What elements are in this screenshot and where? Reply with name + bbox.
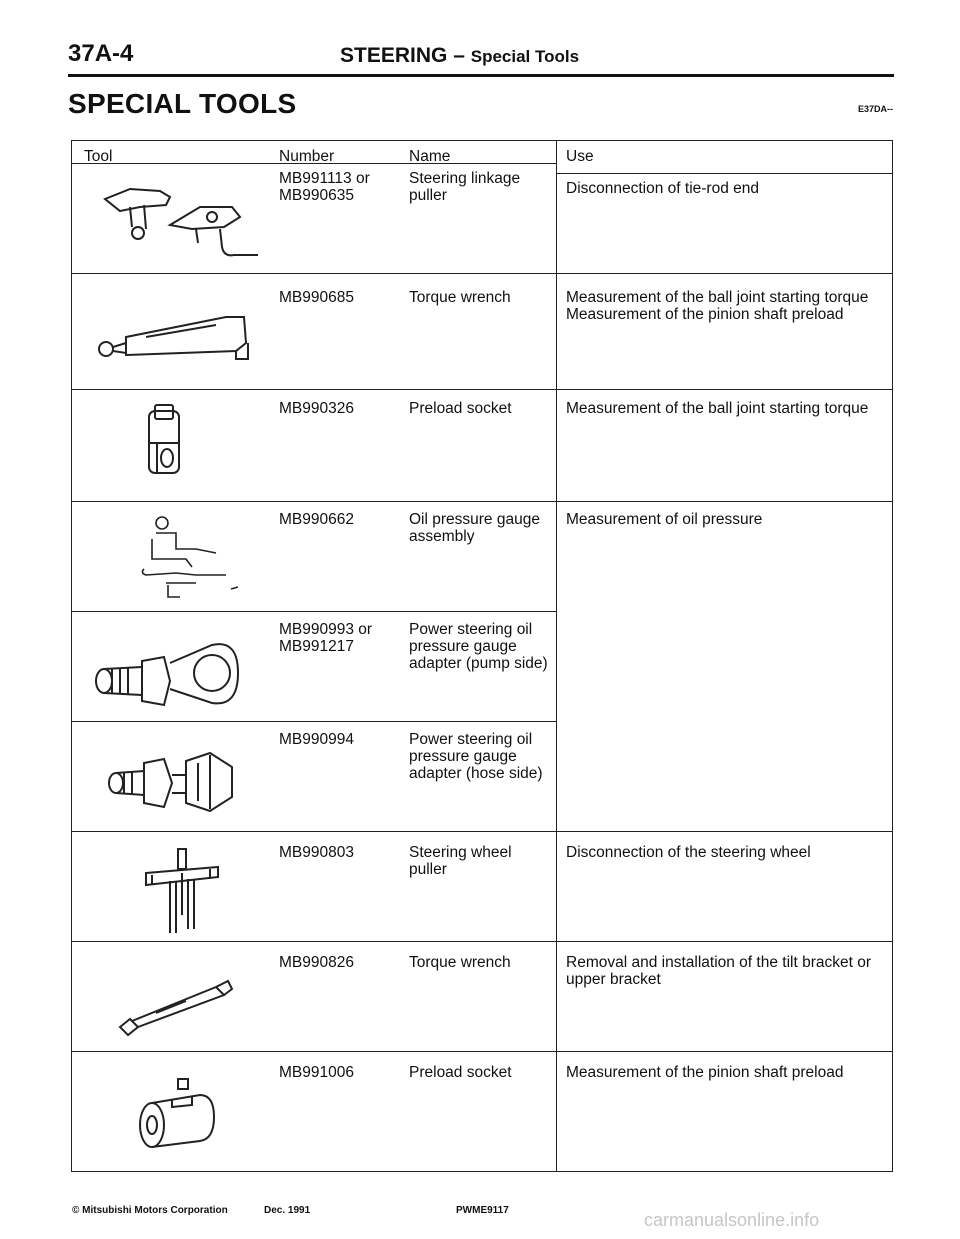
tool-use: Measurement of the ball joint starting torque Measurement of the pinion shaft preload: [566, 289, 869, 323]
tool-use: Measurement of the pinion shaft preload: [566, 1064, 844, 1081]
page-number: 37A-4: [68, 40, 134, 67]
footer-date: Dec. 1991: [264, 1205, 311, 1216]
row-separator: [72, 501, 556, 502]
row-separator: [72, 831, 556, 832]
pump-side-adapter-icon: [92, 633, 242, 713]
steering-wheel-puller-icon: [142, 845, 222, 937]
column-header-use: Use: [566, 148, 594, 165]
torque-wrench-bit-icon: [116, 977, 236, 1037]
tool-number: MB990826: [279, 954, 354, 971]
footer-code: PWME9117: [456, 1205, 509, 1216]
header-separator-right: [556, 173, 892, 174]
special-tools-table: [71, 140, 893, 1172]
header-rule: [68, 74, 894, 77]
row-separator: [556, 389, 892, 390]
tool-number: MB990803: [279, 844, 354, 861]
section-name: STEERING: [340, 44, 448, 67]
preload-socket-icon: [144, 403, 184, 479]
steering-linkage-puller-icon: [100, 177, 260, 267]
tool-number: MB990993 or MB991217: [279, 621, 373, 655]
page-title: SPECIAL TOOLS: [68, 88, 297, 119]
column-header-number: Number: [279, 148, 335, 165]
tool-use: Disconnection of tie-rod end: [566, 180, 760, 197]
column-header-tool: Tool: [84, 148, 113, 165]
watermark: carmanualsonline.info: [644, 1210, 820, 1230]
section-dash: –: [453, 44, 465, 67]
column-divider-use: [556, 141, 557, 1171]
row-separator: [556, 501, 892, 502]
tool-number: MB991113 or MB990635: [279, 170, 370, 204]
row-separator: [72, 721, 556, 722]
hose-side-adapter-icon: [106, 741, 236, 817]
document-code: E37DA--: [858, 104, 894, 114]
tool-number: MB990685: [279, 289, 354, 306]
footer-corporation: © Mitsubishi Motors Corporation: [72, 1205, 228, 1216]
tool-use: Disconnection of the steering wheel: [566, 844, 811, 861]
tool-name: Steering linkage puller: [409, 170, 521, 204]
tool-name: Preload socket: [409, 1064, 512, 1081]
tool-name: Oil pressure gauge assembly: [409, 511, 540, 545]
row-separator: [72, 611, 556, 612]
header-separator-left: [72, 163, 556, 164]
column-header-name: Name: [409, 148, 451, 165]
row-separator: [556, 831, 892, 832]
tool-use: Removal and installation of the tilt bracket or upper bracket: [566, 954, 871, 988]
tool-use: Measurement of oil pressure: [566, 511, 763, 528]
row-separator: [556, 941, 892, 942]
row-separator: [72, 1051, 556, 1052]
tool-number: MB990662: [279, 511, 354, 528]
tool-name: Power steering oil pressure gauge adapter (hose side): [409, 731, 543, 782]
row-separator: [72, 389, 556, 390]
tool-name: Power steering oil pressure gauge adapter (pump side): [409, 621, 548, 672]
row-separator: [556, 273, 892, 274]
torque-wrench-icon: [96, 307, 256, 367]
tool-number: MB990994: [279, 731, 354, 748]
tool-name: Torque wrench: [409, 289, 511, 306]
row-separator: [72, 273, 556, 274]
tool-use: Measurement of the ball joint starting torque: [566, 400, 869, 417]
tool-name: Torque wrench: [409, 954, 511, 971]
row-separator: [72, 941, 556, 942]
oil-pressure-gauge-icon: [136, 509, 246, 601]
section-heading: [340, 44, 579, 68]
row-separator: [556, 1051, 892, 1052]
subsection-name: Special Tools: [470, 47, 580, 66]
tool-name: Preload socket: [409, 400, 512, 417]
tool-number: MB991006: [279, 1064, 354, 1081]
tool-name: Steering wheel puller: [409, 844, 512, 878]
tool-number: MB990326: [279, 400, 354, 417]
preload-socket-cylinder-icon: [138, 1077, 218, 1157]
